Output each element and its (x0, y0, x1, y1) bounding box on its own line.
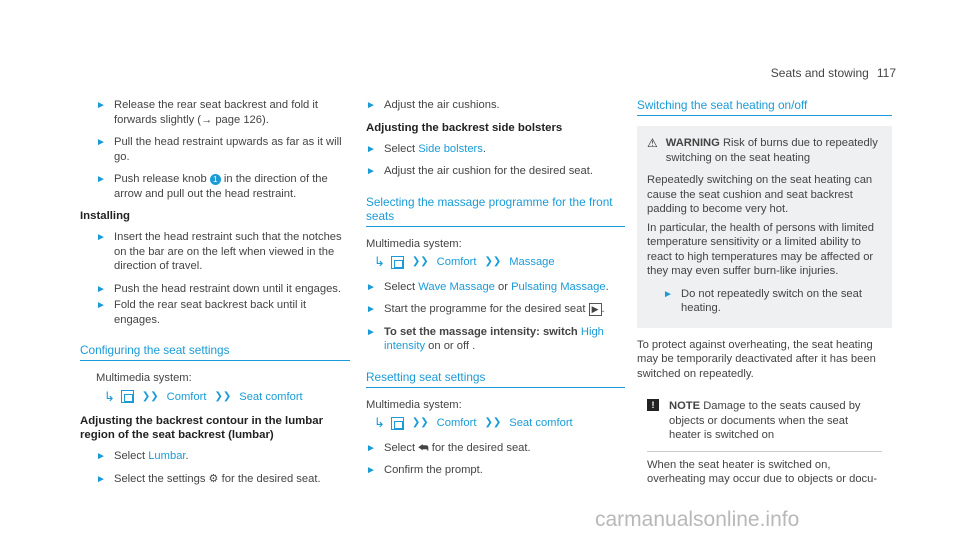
step-arrow-icon: ► (366, 281, 376, 293)
step-item: ► Push release knob 1 in the direction of the arrow and pull out the head restraint. (96, 173, 328, 200)
step-item: ► Adjust the air cushion for the desired seat. (350, 164, 625, 179)
step-arrow-icon: ► (96, 100, 106, 111)
note-box: ! NOTE Damage to the seats caused by objects or documents when the seat heater is switched on When the seat heater is switched on, overheating may occur due to objects or docu- (637, 391, 892, 491)
warning-paragraph: In particular, the health of persons with limited temperature sensitivity or a limited ability to react to high temperatures may be affected or they may even suffer burn-like injuries. (647, 221, 874, 277)
section-heading-massage: Selecting the massage programme for the front seats (366, 195, 625, 227)
body-paragraph: To protect against overheating, the seat heating may be temporarily deactivated after it has been switched on repeatedly. (637, 338, 876, 380)
step-item: ► Do not repeatedly switch on the seat heating. (663, 287, 862, 314)
warning-paragraph: Repeatedly switching on the seat heating can cause the seat cushion and seat backrest padding to become very hot. (647, 174, 873, 215)
step-item: ► Insert the head restraint such that the notches on the bar are on the left when viewed in the direction of travel. (96, 231, 342, 272)
chevron-right-icon: ❯❯ (141, 390, 159, 402)
step-item: ► Select ⮪ for the desired seat. (350, 441, 625, 456)
chevron-right-icon: ❯❯ (484, 417, 502, 428)
step-arrow-icon: ► (663, 288, 673, 300)
section-heading-heating: Switching the seat heating on/off (637, 98, 892, 116)
reset-arrow-icon: ⮪ (418, 441, 429, 454)
home-icon (391, 417, 404, 430)
step-arrow-icon: ► (366, 304, 376, 315)
exclamation-icon: ! (647, 399, 659, 411)
page-number: 117 (876, 66, 896, 80)
step-arrow-icon: ► (366, 465, 376, 476)
mm-label: Multimedia system: (366, 237, 462, 250)
chevron-right-icon: ❯❯ (484, 256, 502, 267)
warning-triangle-icon: ⚠ (647, 136, 658, 150)
step-item: ► Fold the rear seat backrest back until it engages. (96, 299, 307, 326)
menu-path: ↳ ❯❯ Comfort ❯❯ Seat comfort (374, 415, 573, 430)
chevron-right-icon: ❯❯ (411, 417, 429, 428)
step-item: ► Select Lumbar. (80, 449, 350, 464)
section-heading-reset: Resetting seat settings (366, 370, 625, 388)
step-item: ► Select Wave Massage or Pulsating Massage. (350, 280, 625, 295)
column-3 (637, 98, 892, 491)
step-item: ► Start the programme for the desired seat ▶ . (350, 302, 625, 317)
home-icon (121, 390, 134, 403)
return-hook-icon: ↳ (374, 254, 385, 269)
step-arrow-icon: ► (366, 143, 376, 155)
section-title: Seats and stowing (770, 66, 869, 80)
subheading-installing: Installing (80, 210, 130, 222)
step-arrow-icon: ► (96, 137, 106, 148)
step-item: ► Confirm the prompt. (350, 463, 625, 478)
home-icon (391, 256, 404, 269)
step-item: ► Pull the head restraint upwards as far as it will go. (96, 136, 342, 163)
menu-path: ↳ ❯❯ Comfort ❯❯ Seat comfort (104, 388, 303, 404)
step-arrow-icon: ► (96, 451, 106, 462)
step-arrow-icon: ► (96, 174, 106, 185)
subheading-lumbar: Adjusting the backrest contour in the lumbar region of the seat backrest (lumbar) (80, 415, 324, 441)
step-item: ► To set the massage intensity: switch High intensity on or off . (366, 325, 604, 352)
knob-marker-icon: 1 (210, 174, 221, 185)
section-heading-config: Configuring the seat settings (80, 343, 350, 361)
play-icon: ▶ (589, 303, 602, 316)
step-item: ► Push the head restraint down until it engages. (80, 282, 350, 297)
subheading-bolsters: Adjusting the backrest side bolsters (366, 121, 563, 134)
warning-box: ⚠ WARNING Risk of burns due to repeatedly switching on the seat heating Repeatedly switching on the seat heating can cause the seat cushion and seat backrest padding to become very hot. In particular, the health of persons with limited temperature sensitivity or a limited ability to react to high temperatures may be affected or they may even suffer burn-like injuries. ► Do not repeatedly switch on the seat heating. (637, 126, 892, 328)
watermark: carmanualsonline.info (595, 508, 800, 531)
return-hook-icon: ↳ (374, 415, 385, 430)
column-1 (80, 98, 350, 494)
settings-gear-icon: ⚙ (208, 472, 219, 485)
return-hook-icon: ↳ (104, 388, 115, 404)
step-arrow-icon: ► (366, 442, 376, 454)
page-header (771, 66, 896, 80)
step-item: ► Adjust the air cushions. (350, 98, 625, 113)
step-arrow-icon: ► (96, 300, 106, 311)
step-arrow-icon: ► (366, 326, 376, 338)
chevron-right-icon: ❯❯ (411, 256, 429, 267)
step-arrow-icon: ► (366, 100, 376, 111)
mm-label: Multimedia system: (366, 398, 462, 411)
step-arrow-icon: ► (96, 232, 106, 243)
step-item: ► Select the settings ⚙ for the desired seat. (80, 472, 350, 487)
step-arrow-icon: ► (366, 166, 376, 177)
step-arrow-icon: ► (96, 283, 106, 295)
step-arrow-icon: ► (96, 473, 106, 485)
menu-path: ↳ ❯❯ Comfort ❯❯ Massage (374, 254, 555, 269)
mm-label: Multimedia system: (96, 372, 192, 384)
note-paragraph: When the seat heater is switched on, overheating may occur due to objects or docu- (647, 451, 882, 487)
step-item: ► Select Side bolsters. (350, 142, 625, 157)
column-2 (350, 98, 625, 486)
step-item: ► Release the rear seat backrest and fold it forwards slightly (→ page 126). (96, 99, 318, 126)
chevron-right-icon: ❯❯ (214, 390, 232, 402)
